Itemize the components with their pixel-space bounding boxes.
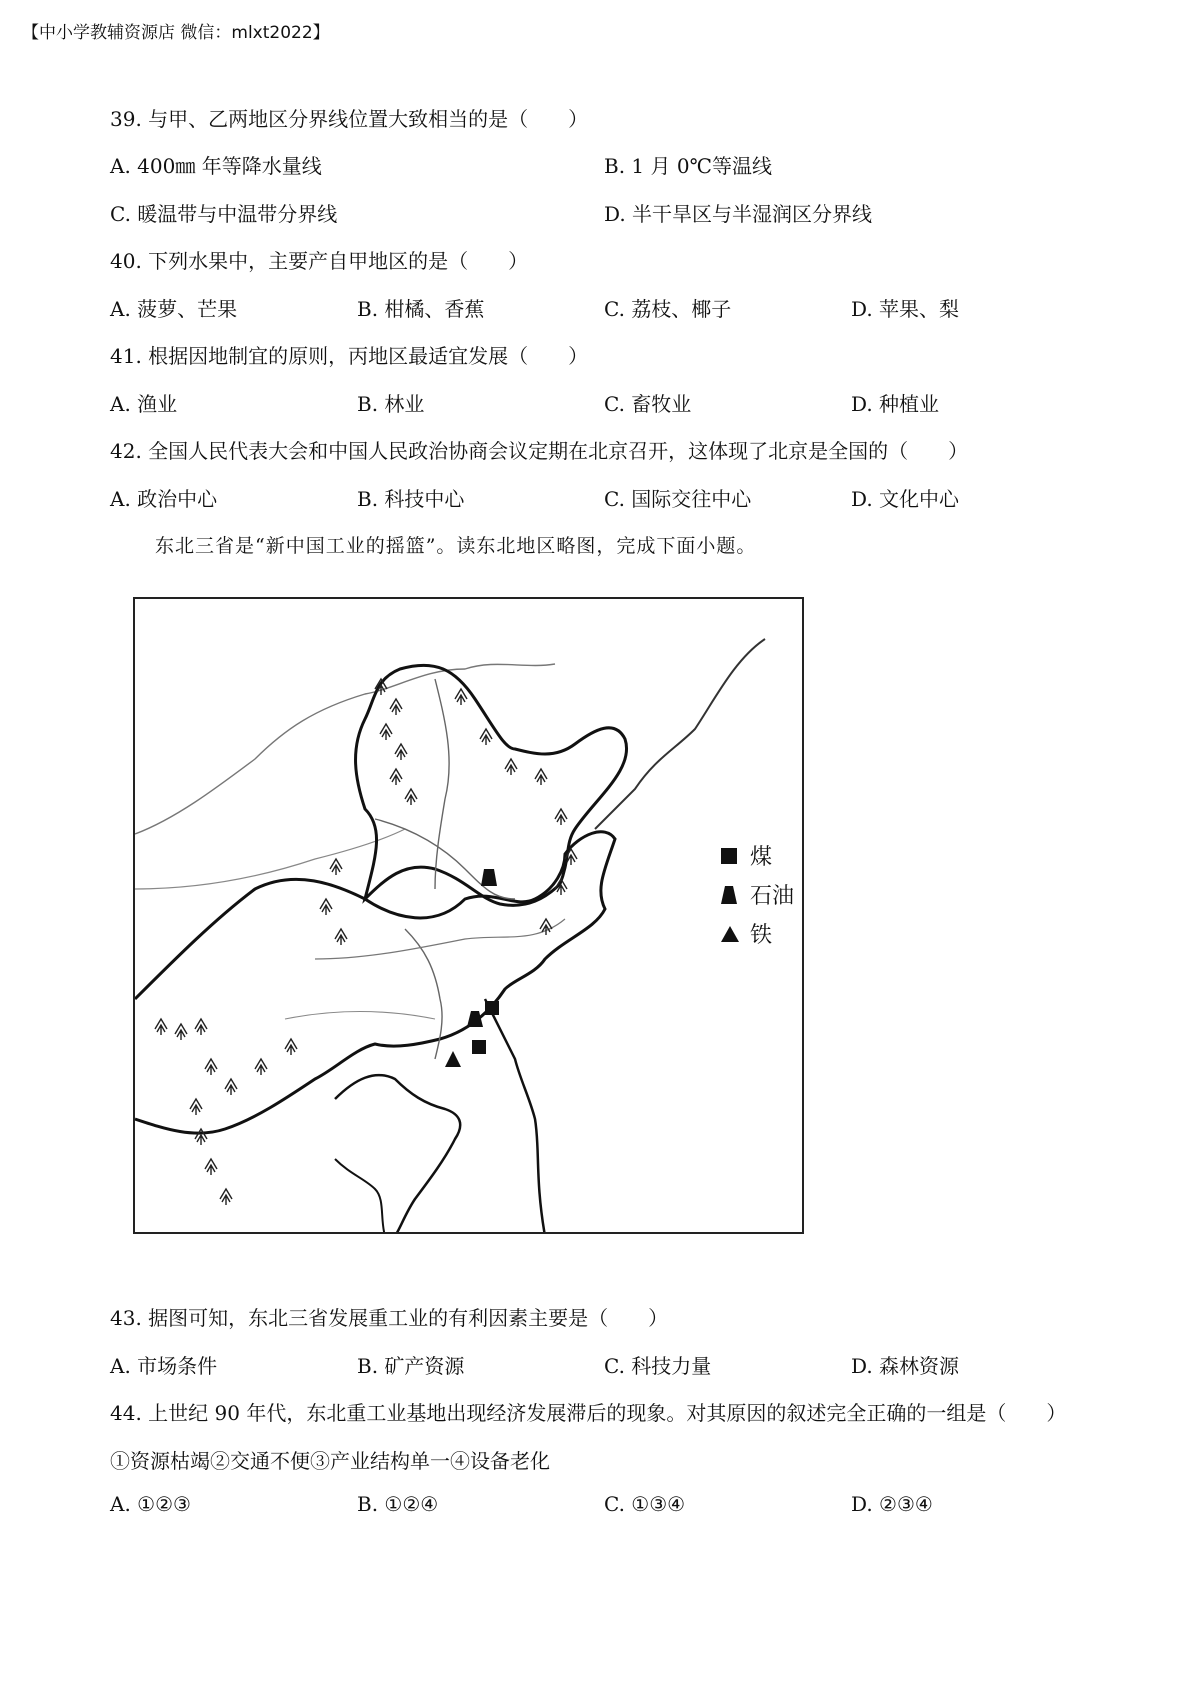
question-43-option-a[interactable]: A. 市场条件	[110, 1354, 218, 1378]
iron-triangle-icon	[720, 925, 750, 943]
question-43-option-c[interactable]: C. 科技力量	[604, 1354, 712, 1378]
question-44-option-d[interactable]: D. ②③④	[851, 1492, 933, 1516]
question-41-option-d[interactable]: D. 种植业	[851, 392, 940, 416]
korea-outline	[485, 999, 545, 1234]
watermark-header: 【中小学教辅资源店 微信：mlxt2022】	[22, 23, 330, 43]
coal-square-icon	[720, 847, 750, 865]
map-legend	[720, 836, 794, 953]
question-43-option-d[interactable]: D. 森林资源	[851, 1354, 960, 1378]
question-44-stem: 44. 上世纪 90 年代，东北重工业基地出现经济发展滞后的现象。对其原因的叙述完全正确的一组是（ ）	[110, 1401, 1067, 1425]
shandong-coast	[335, 1159, 385, 1234]
legend-label-oil: 石油	[750, 884, 795, 909]
question-44-option-a[interactable]: A. ①②③	[110, 1492, 191, 1516]
question-42-option-d[interactable]: D. 文化中心	[851, 487, 960, 511]
question-42-option-c[interactable]: C. 国际交往中心	[604, 487, 752, 511]
question-43-option-b[interactable]: B. 矿产资源	[357, 1354, 465, 1378]
liaodong-bay-coast	[335, 1075, 460, 1234]
question-40-option-a[interactable]: A. 菠萝、芒果	[110, 297, 238, 321]
province-boundary-2	[285, 1012, 435, 1020]
question-42-option-b[interactable]: B. 科技中心	[357, 487, 465, 511]
northeast-china-map	[133, 597, 804, 1234]
question-43-stem: 43. 据图可知，东北三省发展重工业的有利因素主要是（ ）	[110, 1306, 669, 1330]
question-41-option-c[interactable]: C. 畜牧业	[604, 392, 692, 416]
reading-intro: 东北三省是“新中国工业的摇篮”。读东北地区略图，完成下面小题。	[155, 535, 757, 557]
question-39-option-c[interactable]: C. 暖温带与中温带分界线	[110, 202, 338, 226]
legend-row-coal	[720, 836, 794, 875]
question-39-option-d[interactable]: D. 半干旱区与半湿润区分界线	[604, 202, 873, 226]
oil-marker-liaohe	[467, 1011, 483, 1027]
legend-label-iron: 铁	[750, 923, 773, 948]
province-boundary-1	[315, 919, 565, 959]
question-41-option-a[interactable]: A. 渔业	[110, 392, 178, 416]
legend-row-oil	[720, 875, 794, 914]
question-39-stem: 39. 与甲、乙两地区分界线位置大致相当的是（ ）	[110, 107, 589, 131]
nen-river	[435, 679, 449, 889]
question-39-option-b[interactable]: B. 1 月 0℃等温线	[604, 154, 772, 178]
question-41-stem: 41. 根据因地制宜的原则，丙地区最适宜发展（ ）	[110, 344, 589, 368]
question-40-option-c[interactable]: C. 荔枝、椰子	[604, 297, 732, 321]
iron-marker-anshan	[445, 1051, 461, 1067]
question-40-stem: 40. 下列水果中，主要产自甲地区的是（ ）	[110, 249, 529, 273]
mongolia-border-line	[135, 829, 405, 889]
question-44-option-c[interactable]: C. ①③④	[604, 1492, 686, 1516]
legend-row-iron	[720, 914, 794, 953]
question-39-option-a[interactable]: A. 400㎜ 年等降水量线	[110, 154, 322, 178]
question-42-option-a[interactable]: A. 政治中心	[110, 487, 218, 511]
question-41-option-b[interactable]: B. 林业	[357, 392, 425, 416]
map-drawing	[135, 599, 804, 1234]
outer-boundary-line	[135, 664, 555, 834]
question-40-option-b[interactable]: B. 柑橘、香蕉	[357, 297, 485, 321]
question-40-option-d[interactable]: D. 苹果、梨	[851, 297, 960, 321]
oil-marker-daqing	[481, 869, 497, 886]
legend-label-coal: 煤	[750, 845, 773, 870]
mountain-symbols	[155, 679, 577, 1205]
songhua-river	[375, 819, 515, 899]
coal-marker-2	[472, 1040, 486, 1054]
jilin-liaoning-outline	[135, 832, 615, 1133]
question-42-stem: 42. 全国人民代表大会和中国人民政治协商会议定期在北京召开，这体现了北京是全国的（ ）	[110, 439, 969, 463]
coal-marker-1	[485, 1001, 499, 1015]
question-44-statements: ①资源枯竭②交通不便③产业结构单一④设备老化	[110, 1449, 550, 1473]
oil-trapezoid-icon	[720, 885, 750, 905]
question-44-option-b[interactable]: B. ①②④	[357, 1492, 439, 1516]
